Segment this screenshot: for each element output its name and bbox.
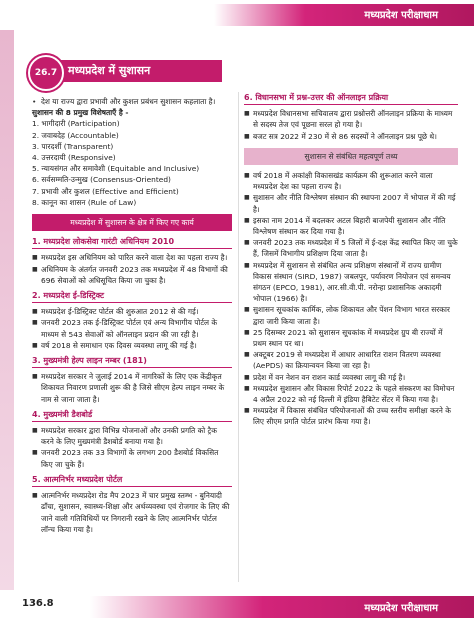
fact-item: ■ मध्यप्रदेश में सुशासन से संबंधित अन्य प्रशिक्षण संस्थानों में राज्य ग्रामीण विकास संस्थान (SIRD, 1987) जबलपुर, पर्यावरण नियोजन एवं समन्वय संगठन (EPCO, 1981), आर.सी.वी.पी. नरोन्हा प्रशासनिक अकादमी भोपाल (1966) है। xyxy=(244,260,458,305)
left-column xyxy=(32,96,232,535)
fact-item: ■ 25 दिसम्बर 2021 को सुशासन सूचकांक में मध्यप्रदेश ग्रुप बी राज्यों में प्रथम स्थान पर था। xyxy=(244,327,458,349)
subsection-title: 4. मुख्यमंत्री डैशबोर्ड xyxy=(32,409,232,422)
subsection-title: 5. आत्मनिर्भर मध्यप्रदेश पोर्टल xyxy=(32,474,232,487)
right-column xyxy=(244,88,458,428)
list-item: ■ वर्ष 2018 से समाधान एक दिवस व्यवस्था लागू की गई है। xyxy=(32,340,232,351)
footer-title: मध्यप्रदेश परीक्षाधाम xyxy=(364,603,438,614)
chapter-title xyxy=(52,60,222,82)
feature-item: 4. उत्तरदायी (Responsive) xyxy=(32,153,116,163)
fact-item: ■ मध्यप्रदेश में विकास संबंधित परियोजनाओं की उच्च स्तरीय समीक्षा करने के लिए सीएम प्रगति पोर्टल प्रारंभ किया गया है। xyxy=(244,405,458,427)
subsection-title: 6. विधानसभा में प्रश्न-उत्तर की ऑनलाइन प्रक्रिया xyxy=(244,92,458,105)
subsection-title: 2. मध्यप्रदेश ई-डिस्ट्रिक्ट xyxy=(32,290,232,303)
feature-item: 3. पारदर्शी (Transparent) xyxy=(32,141,114,151)
list-item: ■ मध्यप्रदेश इस अधिनियम को पारित करने वाला देश का पहला राज्य है। xyxy=(32,252,232,263)
list-item: ■ मध्यप्रदेश विधानसभा सचिवालय द्वारा प्रश्नोत्तरी ऑनलाइन प्रक्रिया के माध्यम से सदस्य तेज एवं पूछना सरल हो गया है। xyxy=(244,108,458,130)
list-item: ■ मध्यप्रदेश ई-डिस्ट्रिक्ट पोर्टल की शुरुआत 2012 से की गई। xyxy=(32,306,232,317)
list-item: ■ जनवरी 2023 तक ई-डिस्ट्रिक्ट पोर्टल एवं अन्य विभागीय पोर्टल के माध्यम से 543 सेवाओं को ऑनलाइन प्रदान की जा रही है। xyxy=(32,317,232,339)
header-title: मध्यप्रदेश परीक्षाधाम xyxy=(364,10,438,21)
section-heading: मध्यप्रदेश में सुशासन के क्षेत्र में किए गए कार्य xyxy=(32,214,232,231)
subsection-title: 3. मुख्यमंत्री हेल्प लाइन नम्बर (181) xyxy=(32,355,232,368)
chapter-number-badge: 26.7 xyxy=(28,55,64,91)
subsection-title: 1. मध्यप्रदेश लोकसेवा गारंटी अधिनियम 2010 xyxy=(32,236,232,249)
list-item: ■ बजट सत्र 2022 में 230 में से 86 सदस्यों ने ऑनलाइन प्रश्न पूछे थे। xyxy=(244,131,458,142)
fact-item: ■ प्रदेश में वन नेशन वन राशन कार्ड व्यवस्था लागू की गई है। xyxy=(244,372,458,383)
feature-item: 7. प्रभावी और कुशल (Effective and Efficient) xyxy=(32,186,179,196)
list-item: ■ जनवरी 2023 तक 33 विभागों के लगभग 200 डैशबोर्ड विकसित किए जा चुके हैं। xyxy=(32,447,232,469)
fact-item: ■ जनवरी 2023 तक मध्यप्रदेश में 5 जिलों में ई-दक्ष केंद्र स्थापित किए जा चुके हैं, जिसमें विभागीय प्रशिक्षण दिया जाता है। xyxy=(244,237,458,259)
fact-item: ■ इसका नाम 2014 में बदलकर अटल बिहारी बाजपेयी सुशासन और नीति विश्लेषण संस्थान कर दिया गया है। xyxy=(244,215,458,237)
chapter-title-text: मध्यप्रदेश में सुशासन xyxy=(68,64,151,77)
fact-item: ■ सुशासन और नीति विश्लेषण संस्थान की स्थापना 2007 में भोपाल में की गई है। xyxy=(244,192,458,214)
feature-item: 5. न्यायसंगत और समावेशी (Equitable and Inclusive) xyxy=(32,164,200,174)
feature-item: 8. कानून का शासन (Rule of Law) xyxy=(32,197,137,207)
section-heading: सुशासन से संबंधित महत्वपूर्ण तथ्य xyxy=(244,148,458,165)
footer-bar xyxy=(0,594,474,622)
page-number: 136.8 xyxy=(22,598,54,609)
list-item: ■ मध्यप्रदेश सरकार द्वारा विभिन्न योजनाओं और उनकी प्रगति को ट्रैक करने के लिए मुख्यमंत्री डैशबोर्ड बनाया गया है। xyxy=(32,425,232,447)
fact-item: ■ सुशासन सूचकांक कार्मिक, लोक शिकायत और पेंशन विभाग भारत सरकार द्वारा जारी किया जाता है। xyxy=(244,304,458,326)
intro-text: • देश या राज्य द्वारा प्रभावी और कुशल प्रबंधन सुशासन कहलाता है। xyxy=(32,96,232,107)
left-decorative-strip xyxy=(0,30,14,590)
list-item: ■ आत्मनिर्भर मध्यप्रदेश रोड मैप 2023 में चार प्रमुख स्तम्भ - बुनियादी ढाँचा, सुशासन, स्वास्थ्य-शिक्षा और अर्थव्यवस्था एवं रोजगार के लिए की जाने वाली गतिविधियों पर निगरानी रखने के लिए आत्मनिर्भर पोर्टल लॉन्च किया गया है। xyxy=(32,490,232,535)
list-item: ■ मध्यप्रदेश सरकार ने जुलाई 2014 में नागरिकों के लिए एक केंद्रीकृत शिकायत निवारण प्रणाली शुरू की है जिसे सीएम हेल्प लाइन नम्बर के नाम से जाना जाता है। xyxy=(32,371,232,405)
feature-item: 2. जवाबदेह (Accountable) xyxy=(32,130,119,140)
list-item: ■ अधिनियम के अंतर्गत जनवरी 2023 तक मध्यप्रदेश में 48 विभागों की 696 सेवाओं को अधिसूचित किया जा चुका है। xyxy=(32,264,232,286)
header-bar xyxy=(0,0,474,30)
column-divider xyxy=(238,92,239,582)
features-title: सुशासन की 8 प्रमुख विशेषताएँ है - xyxy=(32,108,129,118)
fact-item: ■ वर्ष 2018 में अकांक्षी विकासखंड कार्यक्रम की शुरूआत करने वाला मध्यप्रदेश देश का पहला राज्य है। xyxy=(244,170,458,192)
chapter-heading xyxy=(28,58,223,84)
fact-item: ■ मध्यप्रदेश सुशासन और विकास रिपोर्ट 2022 के पहले संस्करण का विमोचन 4 अप्रैल 2022 को नई दिल्ली में इंडिया हैबिटेट सेंटर में किया गया है। xyxy=(244,383,458,405)
feature-item: 1. भागीदारी (Participation) xyxy=(32,119,120,129)
fact-item: ■ अक्टूबर 2019 से मध्यप्रदेश में आधार आधारित राशन वितरण व्यवस्था (AePDS) का क्रियान्वयन किया जा रहा है। xyxy=(244,349,458,371)
feature-item: 6. सर्वसम्मति-उन्मुख (Consensus-Oriented) xyxy=(32,175,171,185)
